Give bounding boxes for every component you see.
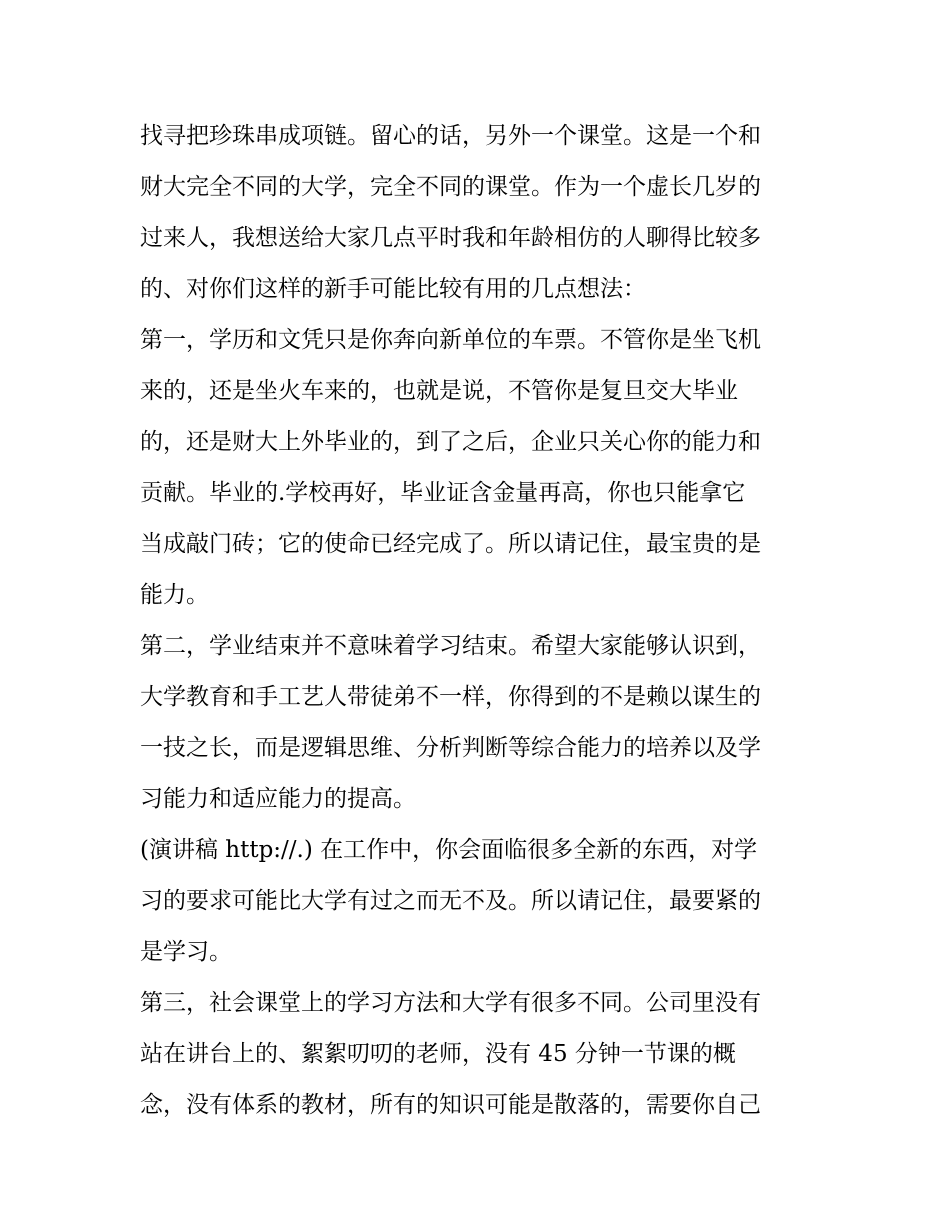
text-line: 找寻把珍珠串成项链。留心的话，另外一个课堂。这是一个和 [140, 123, 761, 149]
text-line: 财大完全不同的大学，完全不同的课堂。作为一个虚长几岁的 [140, 174, 761, 200]
text-line: 习能力和适应能力的提高。 [140, 786, 416, 812]
body-text [140, 111, 830, 1131]
text-line: 贡献。毕业的.学校再好，毕业证含金量再高，你也只能拿它 [140, 480, 746, 506]
text-line: 来的，还是坐火车来的，也就是说，不管你是复旦交大毕业 [140, 378, 738, 404]
text-line: 念，没有体系的教材，所有的知识可能是散落的，需要你自己 [140, 1092, 761, 1118]
text-line: 的，还是财大上外毕业的，到了之后，企业只关心你的能力和 [140, 429, 761, 455]
text-line: 大学教育和手工艺人带徒弟不一样，你得到的不是赖以谋生的 [140, 684, 761, 710]
text-line: 第二，学业结束并不意味着学习结束。希望大家能够认识到， [140, 633, 761, 659]
text-line: 的、对你们这样的新手可能比较有用的几点想法： [140, 276, 646, 302]
text-line: 习的要求可能比大学有过之而无不及。所以请记住，最要紧的 [140, 888, 761, 914]
text-line: 一技之长，而是逻辑思维、分析判断等综合能力的培养以及学 [140, 735, 761, 761]
text-line: 第三，社会课堂上的学习方法和大学有很多不同。公司里没有 [140, 990, 761, 1016]
text-line: 站在讲台上的、絮絮叨叨的老师，没有 45 分钟一节课的概 [140, 1041, 736, 1067]
text-line: 过来人，我想送给大家几点平时我和年龄相仿的人聊得比较多 [140, 225, 761, 251]
text-line: 是学习。 [140, 939, 232, 965]
text-line: (演讲稿 http://.) 在工作中，你会面临很多全新的东西，对学 [140, 837, 758, 863]
text-line: 当成敲门砖；它的使命已经完成了。所以请记住，最宝贵的是 [140, 531, 761, 557]
text-line: 能力。 [140, 582, 209, 608]
text-line: 第一，学历和文凭只是你奔向新单位的车票。不管你是坐飞机 [140, 327, 761, 353]
